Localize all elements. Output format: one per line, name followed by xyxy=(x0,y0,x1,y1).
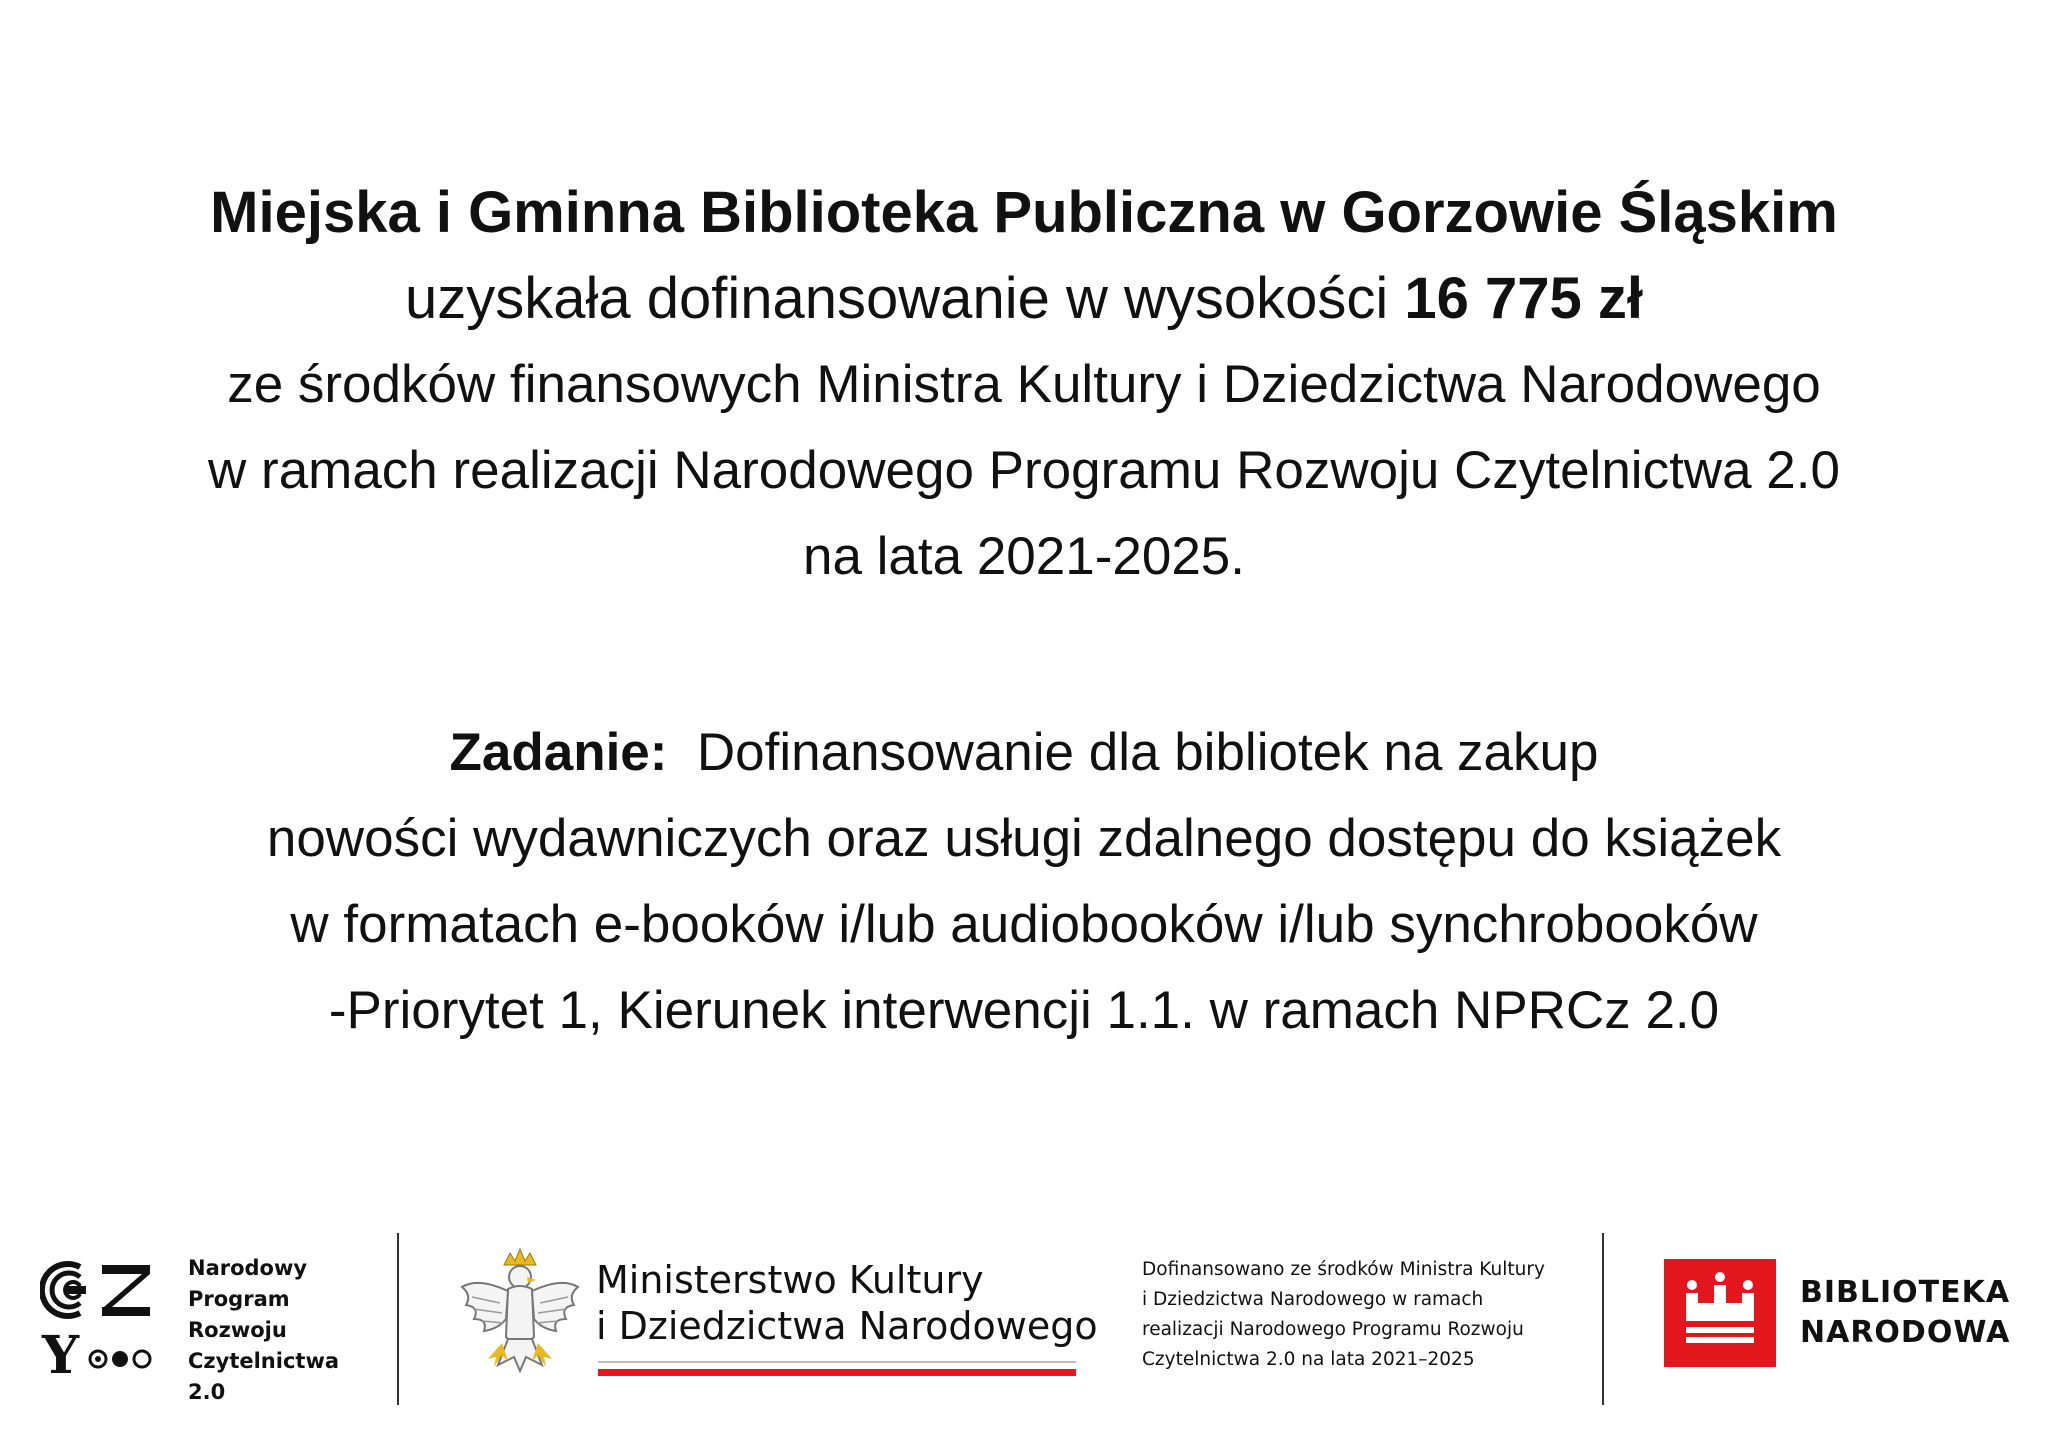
polish-eagle-icon xyxy=(458,1247,582,1387)
nprcz-line-2: Program xyxy=(188,1287,290,1311)
ministry-line-2: i Dziedzictwa Narodowego xyxy=(596,1304,1098,1348)
funding-line-2: i Dziedzictwa Narodowego w ramach xyxy=(1142,1289,1484,1310)
logo-footer xyxy=(0,1225,2048,1425)
nprcz-mark-letter-y: Y xyxy=(42,1325,80,1385)
nprcz-line-3: Rozwoju xyxy=(188,1318,287,1342)
funding-line-1: Dofinansowano ze środków Ministra Kultury xyxy=(1142,1259,1545,1280)
national-library-line-2: NARODOWA xyxy=(1800,1315,2011,1350)
grant-prefix: uzyskała dofinansowanie w wysokości xyxy=(404,266,1405,331)
funding-line-4: Czytelnictwa 2.0 na lata 2021–2025 xyxy=(1142,1349,1475,1370)
divider xyxy=(397,1233,399,1405)
grant-amount: 16 775 zł xyxy=(1404,266,1643,331)
task-text-1: Dofinansowanie dla bibliotek na zakup xyxy=(696,723,1599,782)
task-line-1 xyxy=(0,710,2048,796)
funding-note xyxy=(1142,1255,1545,1375)
task-line-2: nowości wydawniczych oraz usługi zdalnego dostępu do książek xyxy=(266,809,1782,868)
announcement xyxy=(0,170,2048,1054)
national-library-line-1: BIBLIOTEKA xyxy=(1800,1275,2011,1310)
funding-line-3: realizacji Narodowego Programu Rozwoju xyxy=(1142,1319,1524,1340)
national-library-name xyxy=(1800,1273,2010,1353)
years-line: na lata 2021-2025. xyxy=(802,527,1246,586)
library-name: Miejska i Gminna Biblioteka Publiczna w Gorzowie Śląskim xyxy=(210,180,1838,245)
program-line: w ramach realizacji Narodowego Programu Rozwoju Czytelnictwa 2.0 xyxy=(208,441,1840,500)
nprcz-mark-icon xyxy=(40,1255,160,1385)
flag-white-stripe xyxy=(598,1361,1076,1363)
source-line: ze środków finansowych Ministra Kultury i Dziedzictwa Narodowego xyxy=(227,355,1821,414)
nprcz-line-4: Czytelnictwa xyxy=(188,1349,340,1373)
ministry-line-1: Ministerstwo Kultury xyxy=(596,1258,984,1302)
divider xyxy=(1602,1233,1604,1405)
task-label: Zadanie: xyxy=(449,723,668,782)
ministry-name xyxy=(596,1257,1098,1349)
flag-red-stripe xyxy=(598,1369,1076,1376)
nprcz-line-1: Narodowy xyxy=(188,1256,308,1280)
nprcz-name xyxy=(188,1253,339,1408)
task-line-4: -Priorytet 1, Kierunek interwencji 1.1. w ramach NPRCz 2.0 xyxy=(328,981,1720,1040)
nprcz-line-5: 2.0 xyxy=(188,1380,226,1404)
grant-line xyxy=(0,256,2048,342)
task-line-3: w formatach e-booków i/lub audiobooków i/lub synchrobooków xyxy=(290,895,1758,954)
national-library-crown-icon xyxy=(1664,1259,1776,1367)
